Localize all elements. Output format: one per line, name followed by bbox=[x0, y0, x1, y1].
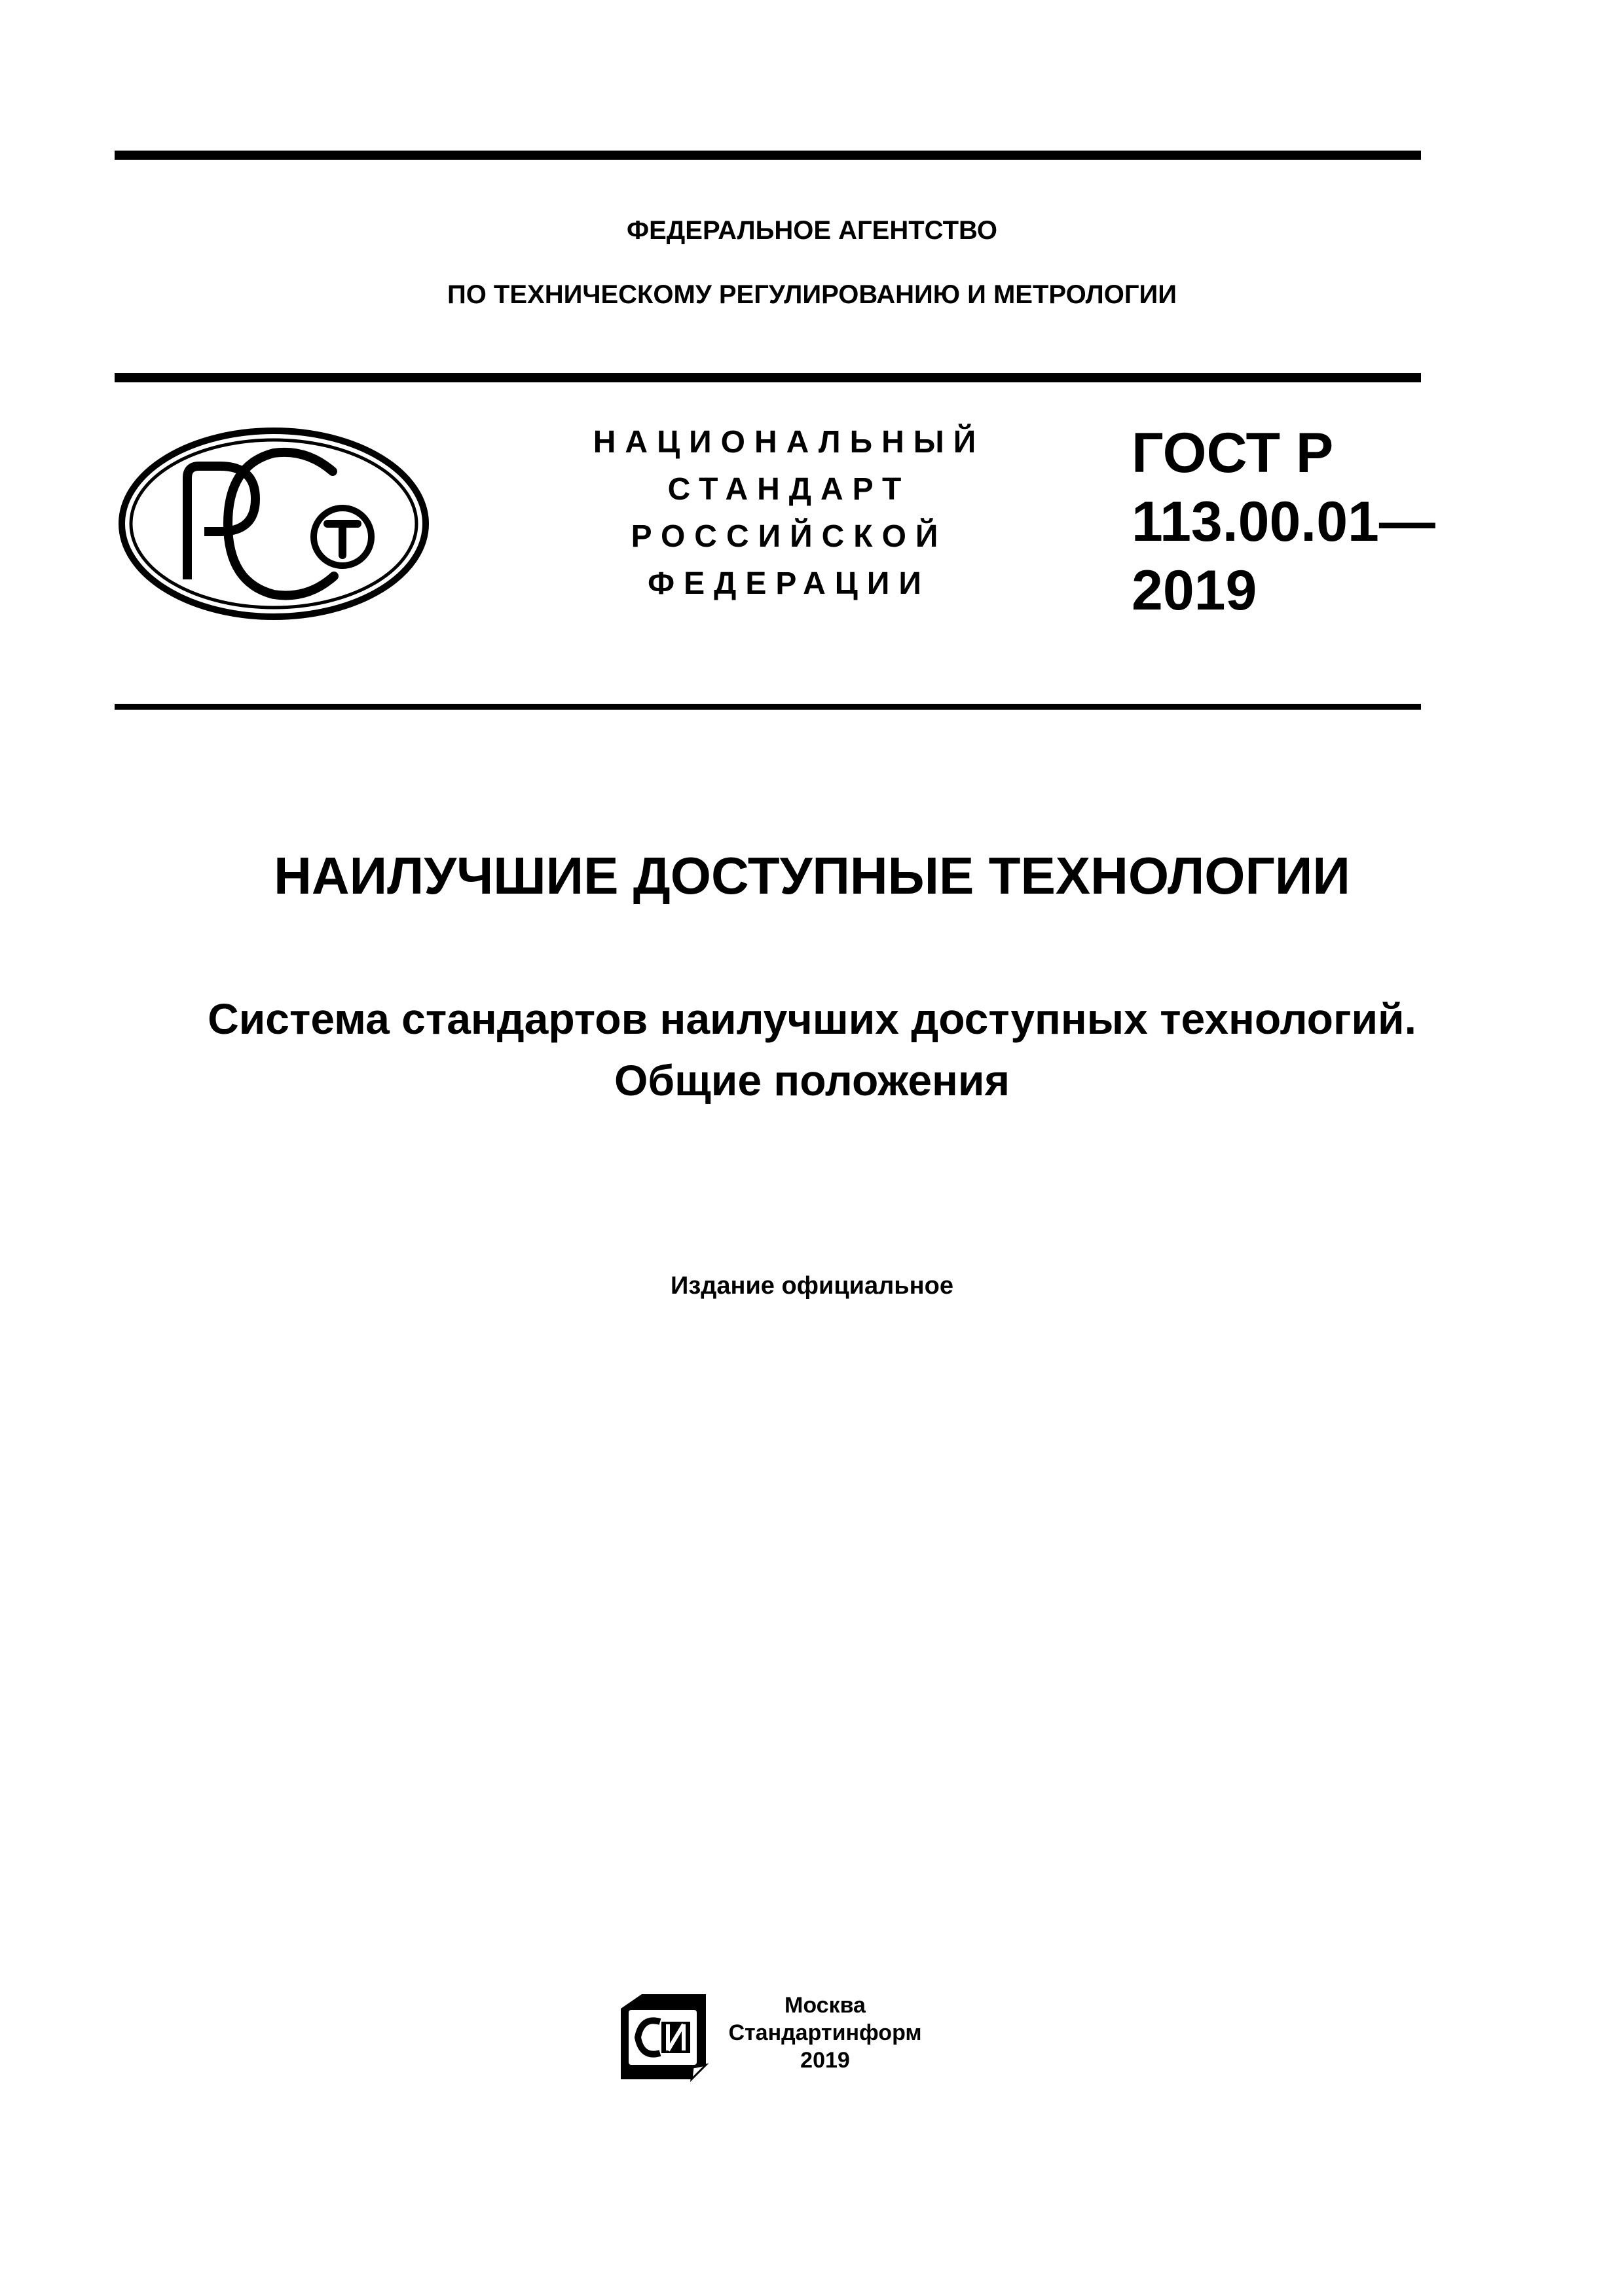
standartinform-logo-icon bbox=[614, 1988, 711, 2085]
national-standard-line-1: НАЦИОНАЛЬНЫЙ bbox=[593, 425, 986, 460]
publisher-name: Стандартинформ bbox=[728, 2020, 922, 2045]
designation-line-3: 2019 bbox=[1132, 559, 1257, 622]
standard-designation bbox=[1132, 419, 1435, 625]
designation-line-2: 113.00.01— bbox=[1132, 490, 1435, 553]
designation-line-1: ГОСТ Р bbox=[1132, 422, 1334, 484]
document-subtitle-line-1: Система стандартов наилучших доступных технологий. bbox=[208, 994, 1416, 1043]
header-rule bbox=[115, 373, 1421, 382]
publisher-year: 2019 bbox=[800, 2048, 850, 2073]
publisher-block bbox=[727, 1992, 923, 2074]
agency-line-1: ФЕДЕРАЛЬНОЕ АГЕНТСТВО bbox=[626, 216, 998, 245]
agency-line-2: ПО ТЕХНИЧЕСКОМУ РЕГУЛИРОВАНИЮ И МЕТРОЛОГИИ bbox=[447, 280, 1177, 309]
national-standard-line-3: РОССИЙСКОЙ bbox=[631, 519, 948, 554]
document-title: НАИЛУЧШИЕ ДОСТУПНЫЕ ТЕХНОЛОГИИ bbox=[274, 847, 1350, 905]
national-standard-line-2: СТАНДАРТ bbox=[667, 472, 911, 507]
edition-label: Издание официальное bbox=[671, 1272, 953, 1300]
national-standard-block bbox=[517, 419, 1061, 608]
document-subtitle-line-2: Общие положения bbox=[614, 1056, 1010, 1104]
rst-mark-icon bbox=[117, 426, 431, 622]
divider-rule bbox=[115, 704, 1421, 710]
publisher-city: Москва bbox=[784, 1993, 866, 2018]
top-rule bbox=[115, 151, 1421, 160]
national-standard-line-4: ФЕДЕРАЦИИ bbox=[648, 566, 931, 601]
